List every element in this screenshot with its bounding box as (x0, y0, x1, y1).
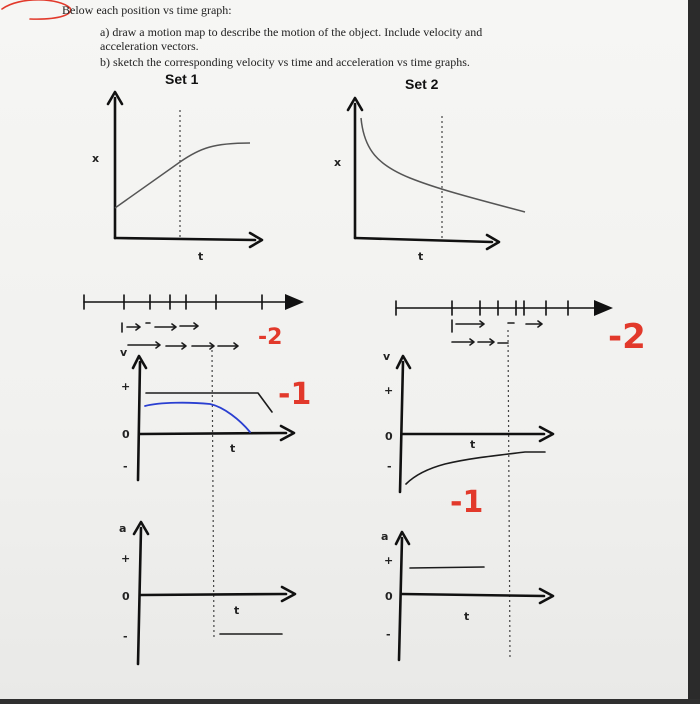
set2-at-ylabel: a (381, 530, 389, 543)
set2-pos-ylabel: x (334, 156, 342, 169)
set2-vt-black-sketch (406, 452, 545, 484)
set2-at-plus: + (384, 554, 394, 567)
set2-guide-dashed (508, 330, 510, 660)
set2-map-acceleration-arrows (452, 339, 508, 345)
set1-vt-ylabel: v (120, 346, 128, 359)
set1-title: Set 1 (165, 71, 199, 87)
set2-position-graph (334, 98, 525, 263)
set2-at-y-axis (399, 538, 402, 660)
set2-velocity-graph (383, 350, 553, 520)
set1-acceleration-graph (119, 522, 295, 664)
set2-vt-plus: + (384, 384, 394, 397)
set1-at-zero: 0 (122, 590, 130, 603)
set1-at-ylabel: a (119, 522, 127, 535)
set1-pos-x-axis (115, 238, 255, 240)
set2-motion-map (396, 300, 646, 357)
set2-title: Set 2 (405, 76, 439, 92)
set1-vt-minus: - (123, 460, 128, 473)
set2-vt-y-axis (400, 362, 403, 492)
set1-position-graph (92, 92, 262, 263)
set1-map-grade-note: -2 (258, 325, 283, 350)
set1-vt-grade-note: -1 (278, 377, 312, 412)
set2-vt-minus: - (387, 460, 392, 473)
set2-vt-xlabel: t (470, 438, 476, 451)
grader-circle-mark (2, 0, 71, 19)
set2-pos-curve (361, 118, 525, 212)
set1-map-arrowhead (285, 294, 304, 310)
set1-at-xlabel: t (234, 604, 240, 617)
set1-motion-map (84, 294, 304, 350)
set1-pos-curve (115, 143, 250, 208)
set2-at-x-axis (402, 594, 544, 596)
set1-vt-x-axis (140, 433, 286, 434)
set2-at-zero: 0 (385, 590, 393, 603)
set2-map-velocity-arrows (452, 320, 542, 332)
set1-vt-zero: 0 (122, 428, 130, 441)
set1-vt-blue-sketch (145, 403, 250, 432)
set2-vt-zero: 0 (385, 430, 393, 443)
set2-map-grade-note: -2 (608, 317, 646, 357)
set1-velocity-graph (120, 346, 311, 480)
set1-vt-y-axis (138, 362, 140, 480)
instruction-line-2: a) draw a motion map to describe the motion of the object. Include velocity and (100, 25, 483, 39)
set2-vt-ylabel: v (383, 350, 391, 363)
set1-vt-plus: + (121, 380, 131, 393)
set1-at-plus: + (121, 552, 131, 565)
set2-pos-x-axis (355, 238, 492, 242)
instruction-line-4: b) sketch the corresponding velocity vs time and acceleration vs time graphs. (100, 55, 470, 69)
set2-map-arrowhead (594, 300, 613, 316)
set1-pos-xlabel: t (198, 250, 204, 263)
set2-at-sketch (410, 567, 484, 568)
instruction-line-1: Below each position vs time graph: (62, 3, 232, 17)
set1-at-minus: - (123, 630, 128, 643)
set2-pos-xlabel: t (418, 250, 424, 263)
set2-vt-grade-note: -1 (450, 485, 484, 520)
set1-map-acceleration-arrows (128, 342, 238, 349)
set2-at-xlabel: t (464, 610, 470, 623)
set1-vt-xlabel: t (230, 442, 236, 455)
instruction-line-3: acceleration vectors. (100, 39, 199, 53)
set1-at-x-axis (141, 594, 286, 595)
set2-acceleration-graph (381, 530, 553, 660)
set1-pos-ylabel: x (92, 152, 100, 165)
set2-at-minus: - (386, 628, 391, 641)
set1-map-velocity-arrows (122, 323, 198, 332)
